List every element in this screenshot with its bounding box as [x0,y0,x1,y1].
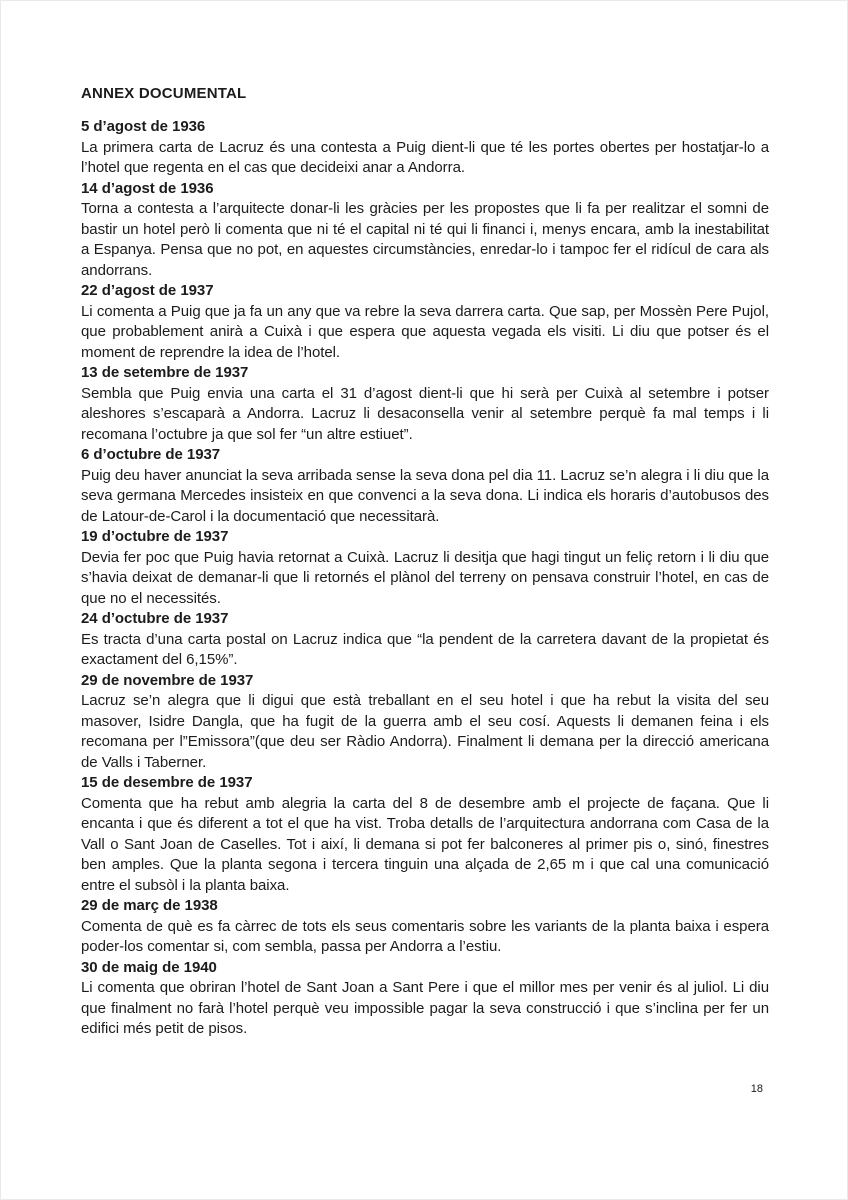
entry-paragraph: Li comenta que obriran l’hotel de Sant Joan a Sant Pere i que el millor mes per venir és al juliol. Li diu que finalment no farà l’hotel perquè veu impossible pagar la seva construcció i que s’inclina per fer un edifici més petit de pisos. [81,979,769,1037]
entry-paragraph: Torna a contesta a l’arquitecte donar-li les gràcies per les propostes que li fa per realitzar el somni de bastir un hotel però li comenta que ni té el capital ni té qui li financi i, menys encara, amb la inestabilitat a Espanya. Pensa que no pot, en aquestes circumstàncies, enredar-lo i tampoc fer el ridícul de cara als andorrans. [81,200,769,279]
document-content [81,83,769,1040]
dated-entry [81,896,769,958]
entry-date-heading: 29 de novembre de 1937 [81,671,254,689]
dated-entry [81,958,769,1040]
entry-paragraph: Es tracta d’una carta postal on Lacruz indica que “la pendent de la carretera davant de la propietat és exactament del 6,15%”. [81,630,769,668]
entry-date-heading: 5 d’agost de 1936 [81,118,206,135]
entry-date-heading: 19 d’octubre de 1937 [81,528,229,545]
entry-date-heading: 6 d’octubre de 1937 [81,446,221,463]
entry-date-heading: 13 de setembre de 1937 [81,364,249,381]
dated-entry [81,117,769,179]
dated-entry [81,445,769,527]
entry-date-heading: 24 d’octubre de 1937 [81,610,229,627]
dated-entry [81,363,769,445]
entry-paragraph: Puig deu haver anunciat la seva arribada sense la seva dona pel dia 11. Lacruz se’n alegra i li diu que la seva germana Mercedes insisteix en que convenci a la seva dona. Li indica els horaris d’autobusos des de Latour-de-Carol i la documentació que necessitarà. [81,466,769,525]
entry-paragraph: Comenta de què es fa càrrec de tots els seus comentaris sobre les variants de la planta baixa i espera poder-los comentar si, com sembla, passa per Andorra a l’estiu. [81,917,769,955]
entry-paragraph: Devia fer poc que Puig havia retornat a Cuixà. Lacruz li desitja que hagi tingut un feliç retorn i li diu que s’havia deixat de demanar-li que li retornés el plànol del terreny on pensava construir l’hotel, en cas de que no el necessités. [81,548,769,607]
entry-paragraph: Sembla que Puig envia una carta el 31 d’agost dient-li que hi serà per Cuixà al setembre i potser aleshores s’escaparà a Andorra. Lacruz li desaconsella venir al setembre perquè fa mal temps i li recomana l’octubre ja que sol fer “un altre estiuet”. [81,384,769,443]
entry-date-heading: 15 de desembre de 1937 [81,774,253,791]
entry-date-heading: 14 d’agost de 1936 [81,179,214,197]
dated-entry [81,773,769,896]
document-heading: ANNEX DOCUMENTAL [81,85,247,102]
dated-entry [81,281,769,363]
entry-date-heading: 29 de març de 1938 [81,897,218,914]
entry-paragraph: Li comenta a Puig que ja fa un any que va rebre la seva darrera carta. Que sap, per Mossèn Pere Pujol, que probablement anirà a Cuixà i que espera que aquesta vegada els visiti. Li diu que potser és el moment de reprendre la idea de l’hotel. [81,302,769,361]
dated-entry [81,671,769,774]
entry-paragraph: Lacruz se’n alegra que li digui que està treballant en el seu hotel i que ha rebut la visita del seu masover, Isidre Dangla, que ha fugit de la guerra amb el seu cosí. Aquests li demanen feina i els recomana per l”Emissora”(que deu ser Ràdio Andorra). Finalment li demana per la direcció americana de Valls i Taberner. [81,692,769,771]
dated-entry [81,179,769,282]
entry-date-heading: 30 de maig de 1940 [81,958,217,976]
entry-date-heading: 22 d’agost de 1937 [81,282,214,299]
page-number: 18 [750,1083,763,1095]
entry-paragraph: La primera carta de Lacruz és una contesta a Puig dient-li que té les portes obertes per hostatjar-lo a l’hotel que regenta en el cas que decideixi anar a Andorra. [81,138,769,176]
entry-paragraph: Comenta que ha rebut amb alegria la carta del 8 de desembre amb el projecte de façana. Que li encanta i que és diferent a tot el que ha vist. Troba detalls de l’arquitectura andorrana com Casa de la Vall o Sant Joan de Caselles. Tot i així, li demana si pot fer balconeres al primer pis o, sinó, finestres ben amples. Que la planta segona i tercera tinguin una alçada de 2,65 m i que cal una comunicació entre el subsòl i la planta baixa. [81,794,769,894]
dated-entry [81,527,769,609]
dated-entry [81,609,769,671]
entries-list [81,117,769,1040]
